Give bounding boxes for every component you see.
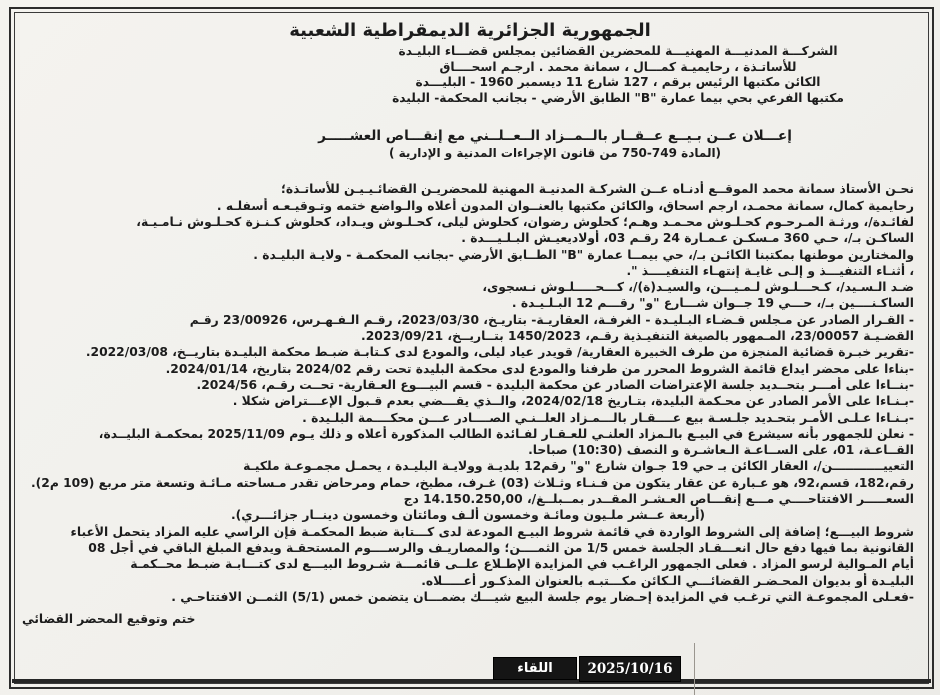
notice-title: إعـــلان عــن بـيــع عــقــار بالــمــزاد الــعــلــني مع إنقـــاص العشـــــر [318, 128, 792, 145]
body-line: لفائـدة/، ورثـة المـرحـوم كحـلـوش محـمـد وهـم؛ كحلوش رضوان، كحلوش ليلى، كحـلـوش ويـداد، كحلوش كـنـزة كحـلـوش نـامـيـة، [136, 214, 914, 229]
document-content [16, 14, 924, 681]
body-line: - نعلن للجمهور بأنه سيشرع في البيـع بالـمزاد العلنـي للعـقـار لفـائدة الطالب المذكورة أعلاه و ذلك يـوم 2025/11/09 بمحكمـة البليــدة، [98, 426, 914, 441]
body-line: والمختارين موطنها بمكتبنا الكائـن بـ/، حي بيمــا عمارة "B" الطــابق الأرضي -بجانب المحكمـة - ولايـة البليـدة . [253, 247, 914, 262]
body-line: القانونية بما فيها دفع حال انعـــقـاد الجلسة خمس 1/5 من الثمــــن؛ والمصاريـف والرســــوم المستحقـة ويدفع المبلغ الباقي في أجل 08 [88, 540, 914, 555]
opening-price-line: السعـــــر الافتتاحــــي مـــع إنقـــاص العـشـر المقــدر بمــبلــغ/، 14.150.250,00 دج [403, 492, 914, 507]
body-line: الساكـن بـ/، حـي 360 مـسكـن عـمـارة 24 رقـم 03، أولاديعيـش البـلـيـــدة . [461, 231, 914, 246]
body-line: شروط البيـــع؛ إضافة إلى الشروط الواردة في قائمة شروط البيـع المودعة لدى كـــتابة ضبط المحكمـة فإن الراسي عليه المزاد يتحمل الأعباء [70, 524, 914, 539]
bailiff-office-header [338, 44, 898, 106]
body-line: رحايمية كمال، سمانة محمـد، ارجم اسحاق، والكائن مكتبها بالعنــوان المدون أعلاه والـواضع ختمه وتـوقيـعـه أسفلـه . [216, 198, 914, 213]
newspaper-name-badge: اللقاء [494, 658, 576, 679]
office-partners-line: للأساتـذة ، رحايميـة كمـــال ، سمانة محمد . ارجـم اسحــــاق [439, 59, 797, 74]
body-line: الساكـنــــين بـ/، حـــي 19 جــوان شـــارع "و" رقـــم 12 البـلـيـدة . [511, 296, 914, 311]
body-line: -بـنـاءا عـلـى الأمـر بتحـديد جلـسـة بيع عــــقـار بالـــمـزاد العلــنـي الصــــادر عـــن محكــــمة البلـيدة . [302, 410, 914, 425]
republic-title: الجمهورية الجزائرية الديمقراطية الشعبية [289, 20, 651, 41]
notice-heading [210, 127, 900, 161]
office-main-address-line: الكائن مكتبها الرئيس برقم ، 127 شارع 11 ديسمبر 1960 - البليـــدة [415, 75, 821, 90]
footer-rule [12, 679, 931, 683]
body-line: القضـيـة 23/00057، المـمهور بالصيغة التنفيـذية رقـم، 1450/2023 بتــاريــخ، 2023/09/21. [361, 329, 914, 344]
body-line: -بـنـاءا على الأمر الصادر عن محـكمة البليدة، بتـاريخ 2024/02/18، والــذي يقـــضي بعدم قـبول الإعـــتراض شكلا . [232, 394, 914, 409]
notice-body [16, 181, 924, 605]
body-line: -تقرير خبـرة قضائية المنجزة من طرف الخبيرة العقارية/ قويدر عياد ليلى، والمودع لدى كـتابـة ضبـط محكمة البليـدة بتاريــخ، 2022/03/08. [85, 345, 914, 360]
body-line: - القـرار الصادر عن مـجلس قـضـاء البـليـدة - الغرفـة، العقاريـة- بتاريـخ، 2023/03/30، رقـم الـفـهـرس، 23/00926 رقـم [189, 312, 914, 327]
body-line: ، أثنـاء التنفيـــذ و إلـى غايـة إنتهـاء التنفيــــذ ". [626, 263, 914, 278]
body-line: ضـد الـسـيد/، كـحـــلـوش لـمـيـــن، والسيـد(ة)/، كـــحـــــلـوش نـسجوى، [482, 280, 914, 295]
body-line: نحـن الأستاذ سمانة محمد الموقــع أدنـاه عــن الشركـة المدنيـة المهنية للمحضريـن القضائـيـيـن للأساتـذة؛ [280, 182, 914, 197]
body-line: البليـدة أو بديوان المحـضـر القضائـــي الـكائن مكـــتبـه بالعنوان المذكـور أعـــــلاه. [421, 573, 914, 588]
price-in-words-line: (أربعة عــشر ملـيون ومائـة وخمسون ألـف ومائتان وخمسون دينــار جزائـــري). [230, 508, 706, 523]
body-line: -بناءا على محضر ايداع قائمة الشروط المحرر من طرفنا والمودع لدى محكمة البليدة تحت رقم 2024/02 بتاريخ، 2024/01/14. [165, 361, 914, 376]
body-line: رقم،182، قسم،92، هو عـبارة عن عقار يتكون من فـنـاء وثـلاث (03) غـرف، مطبخ، حمام ومرحاض تقدر مـساحته مـائـة وتسعة متر مربع (109 م2). [30, 475, 914, 490]
seal-signature-line: ختم وتوقيع المحضر القضائي [22, 612, 196, 627]
office-branch-address-line: مكتبها الفرعي بحي بيما عمارة "B" الطابق الأرضي - بجانب المحكمة- البليدة [392, 90, 844, 105]
body-line: -بنــاءا على أمـــر بتحــديد جلسة الإعتراضات الصادر عن محكمة البليدة - قسم البيـــوع العـقارية- تحــت رقـم، 2024/56. [196, 377, 914, 392]
office-name-line: الشركـــة المدنيـــة المهنيـــة للمحضرين القضائين بمجلس قضـــاء البليـدة [398, 44, 838, 58]
scan-crease-line [694, 643, 695, 695]
body-line: القــاعـة، 01، على الســاعـة الـعاشـرة و النصف (10:30) صباحا. [528, 443, 914, 458]
publication-date-badge: 2025/10/16 [580, 657, 680, 681]
body-line: -فعـلى المجموعـة التي ترغـب في المزايدة إحـضار يوم جلسة البيع شيـــك بضمـــان يتضمن خمس (5/1) الثمــن الافتتاحـي . [171, 589, 914, 604]
notice-legal-reference: (المادة 749-750 من قانون الإجراءات المدنية و الإدارية ) [388, 146, 722, 161]
body-line: التعييــــــــــــن/، العقار الكائن بـ حي 19 جـوان شارع "و" رقم12 بلديـة وولايـة البليـدة ، يحمـل مجمـوعـة ملكيـة [243, 459, 914, 474]
body-line: أيام المـوالية لرسو المزاد . فعلى الجمهور الراغـب في المزايدة الإطـلاع علــى قائمـــة شـروط البيـــع لدى كتـــابـة ضبـط محــكمـة [130, 557, 914, 572]
